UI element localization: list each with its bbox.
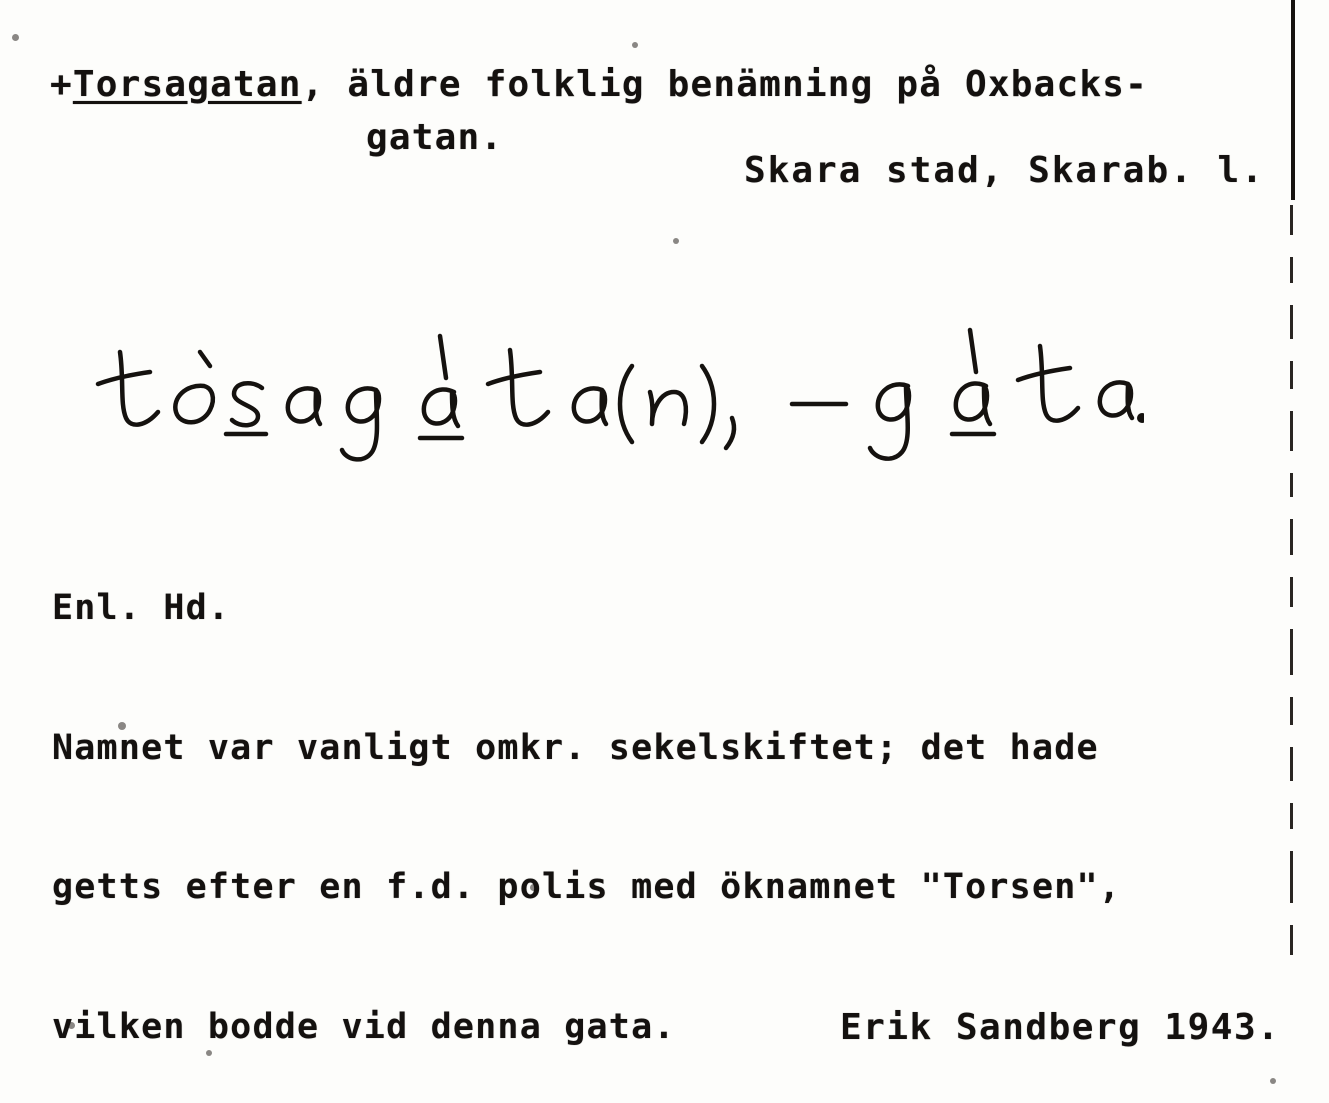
headword-continuation: gatan.	[366, 117, 504, 158]
place-reference: Skara stad, Skarab. l.	[744, 150, 1265, 191]
note-line: getts efter en f.d. polis med öknamnet "Torsen",	[52, 867, 1122, 908]
handwritten-phonetic-transcription	[54, 300, 1144, 470]
headword-line	[50, 62, 1148, 108]
card-edge-dashes	[1290, 205, 1293, 1065]
paper-speck	[12, 34, 19, 41]
signature-line: Erik Sandberg 1943.	[840, 1007, 1281, 1048]
note-line: Namnet var vanligt omkr. sekelskiftet; det hade	[52, 727, 1099, 768]
note-line: vilken bodde vid denna gata.	[52, 1007, 676, 1048]
card-edge-line	[1291, 0, 1295, 200]
note-line: Enl. Hd.	[52, 588, 231, 629]
paper-speck	[1270, 1078, 1276, 1084]
paper-speck	[632, 42, 638, 48]
headword: Torsagatan	[72, 64, 302, 105]
headword-definition: , äldre folklig benämning på Oxbacks-	[301, 64, 1148, 105]
headword-prefix: +	[50, 64, 73, 105]
paper-speck	[673, 238, 679, 244]
